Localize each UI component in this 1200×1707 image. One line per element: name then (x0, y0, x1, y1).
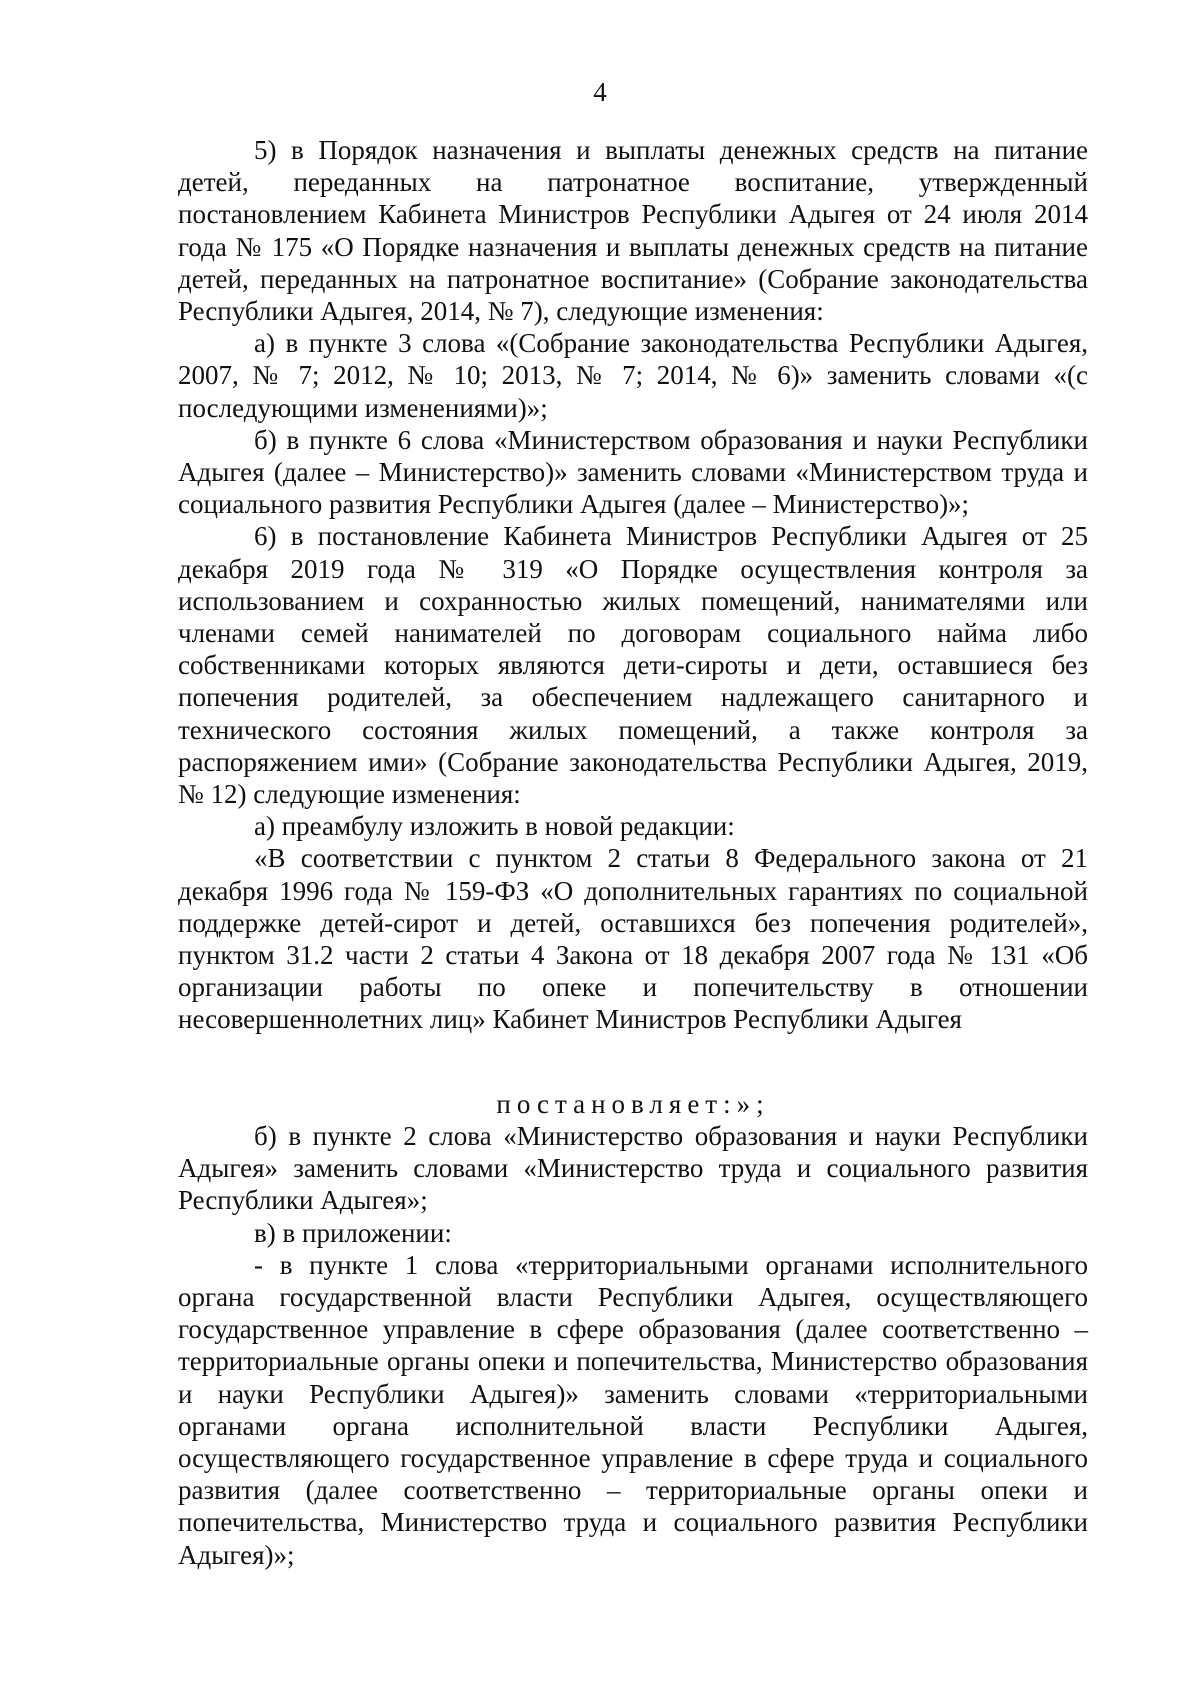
page-number: 4 (593, 77, 607, 107)
document-body (178, 134, 1088, 1571)
paragraph-item-5: 5) в Порядок назначения и выплаты денежных средств на питание детей, переданных на патронатное воспитание, утвержденный постановлением Кабинета Министров Республики Адыгея от 24 июля 2014 года № 175 «О Порядке назначения и выплаты денежных средств на питание детей, переданных на патронатное воспитание» (Собрание законодательства Республики Адыгея, 2014, № 7), следующие изменения: (178, 135, 1088, 327)
paragraph-subitem-v-appendix: в) в приложении: (254, 1217, 452, 1248)
paragraph-subitem-a-preamble: а) преамбулу изложить в новой редакции: (254, 811, 735, 842)
paragraph-subitem-b-point-6: б) в пункте 6 слова «Министерством образования и науки Республики Адыгея (далее – Министерство)» заменить словами «Министерством труда и социального развития Республики Адыгея (далее – Министерство)»; (178, 424, 1088, 520)
paragraph-preamble-text: «В соответствии с пунктом 2 статьи 8 Федерального закона от 21 декабря 1996 года № 159-ФЗ «О дополнительных гарантиях по социальной поддержке детей-сирот и детей, оставшихся без попечения родителей», пунктом 31.2 части 2 статьи 4 Закона от 18 декабря 2007 года № 131 «Об организации работы по опеке и попечительству в отношении несовершеннолетних лиц» Кабинет Министров Республики Адыгея (178, 843, 1088, 1035)
paragraph-item-6: 6) в постановление Кабинета Министров Республики Адыгея от 25 декабря 2019 года № 319 «О Порядке осуществления контроля за использованием и сохранностью жилых помещений, нанимателями или членами семей нанимателей по договорам социального найма либо собственниками которых являются дети-сироты и дети, оставшиеся без попечения родителей, за обеспечением надлежащего санитарного и технического состояния жилых помещений, а также контроля за распоряжением ими» (Собрание законодательства Республики Адыгея, 2019, № 12) следующие изменения: (178, 521, 1088, 810)
paragraph-appendix-point-1: - в пункте 1 слова «территориальными органами исполнительного органа государственной власти Республики Адыгея, осуществляющего государственное управление в сфере образования (далее соответственно – территориальные органы опеки и попечительства, Министерство образования и науки Республики Адыгея)» заменить словами «территориальными органами органа исполнительной власти Республики Адыгея, осуществляющего государственное управление в сфере труда и социального развития (далее соответственно – территориальные органы опеки и попечительства, Министерство труда и социального развития Республики Адыгея)»; (178, 1249, 1088, 1570)
spacer (178, 1036, 1088, 1088)
paragraph-subitem-b-point-2: б) в пункте 2 слова «Министерство образования и науки Республики Адыгея» заменить словами «Министерство труда и социального развития Республики Адыгея»; (178, 1120, 1088, 1216)
paragraph-subitem-a-point-3: а) в пункте 3 слова «(Собрание законодательства Республики Адыгея, 2007, № 7; 2012, № 10; 2013, № 7; 2014, № 6)» заменить словами «(с последующими изменениями)»; (178, 328, 1088, 423)
resolution-word: постановляет:»; (496, 1088, 770, 1119)
